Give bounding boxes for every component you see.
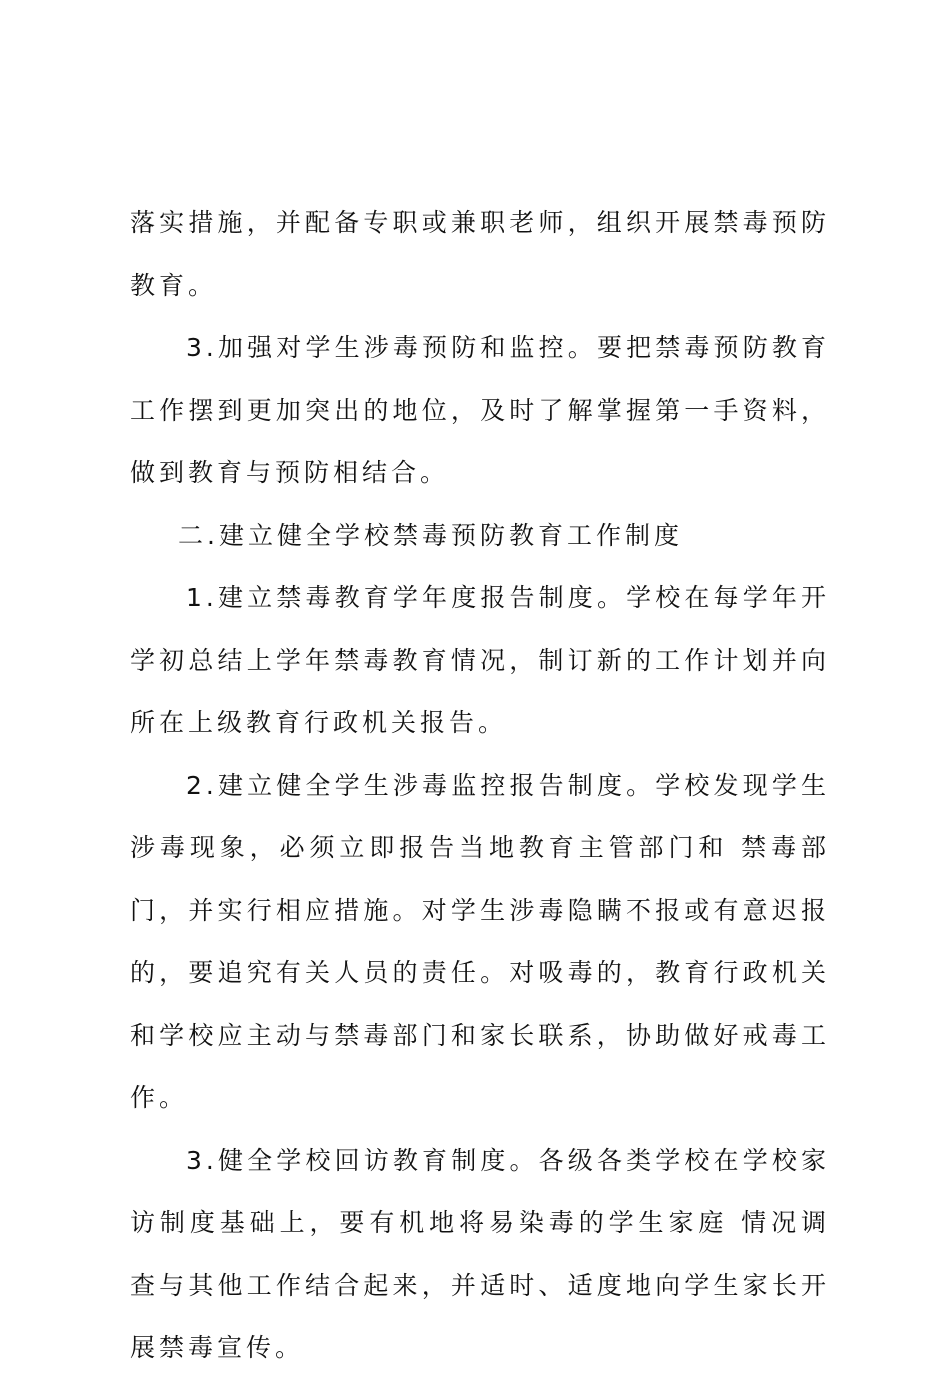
paragraph-item-3-home-visit: 3.健全学校回访教育制度。各级各类学校在学校家访制度基础上，要有机地将易染毒的学生家庭 情况调查与其他工作结合起来，并适时、适度地向学生家长开展禁毒宣传。	[130, 1145, 830, 1362]
document-body	[130, 192, 830, 1380]
paragraph-item-3-monitoring: 3.加强对学生涉毒预防和监控。要把禁毒预防教育工作摆到更加突出的地位，及时了解掌握第一手资料，做到教育与预防相结合。	[130, 333, 830, 487]
paragraph-item-2-monitoring-report: 2.建立健全学生涉毒监控报告制度。学校发现学生涉毒现象，必须立即报告当地教育主管部门和 禁毒部门，并实行相应措施。对学生涉毒隐瞒不报或有意迟报的，要追究有关人员的责任。对吸毒的，教育行政机关和学校应主动与禁毒部门和家长联系，协助做好戒毒工作。	[130, 770, 830, 1112]
paragraph-item-1-annual-report: 1.建立禁毒教育学年度报告制度。学校在每学年开学初总结上学年禁毒教育情况，制订新的工作计划并向所在上级教育行政机关报告。	[130, 583, 830, 737]
paragraph-continuation: 落实措施，并配备专职或兼职老师，组织开展禁毒预防教育。	[130, 208, 830, 300]
section-heading-2: 二.建立健全学校禁毒预防教育工作制度	[178, 520, 683, 550]
